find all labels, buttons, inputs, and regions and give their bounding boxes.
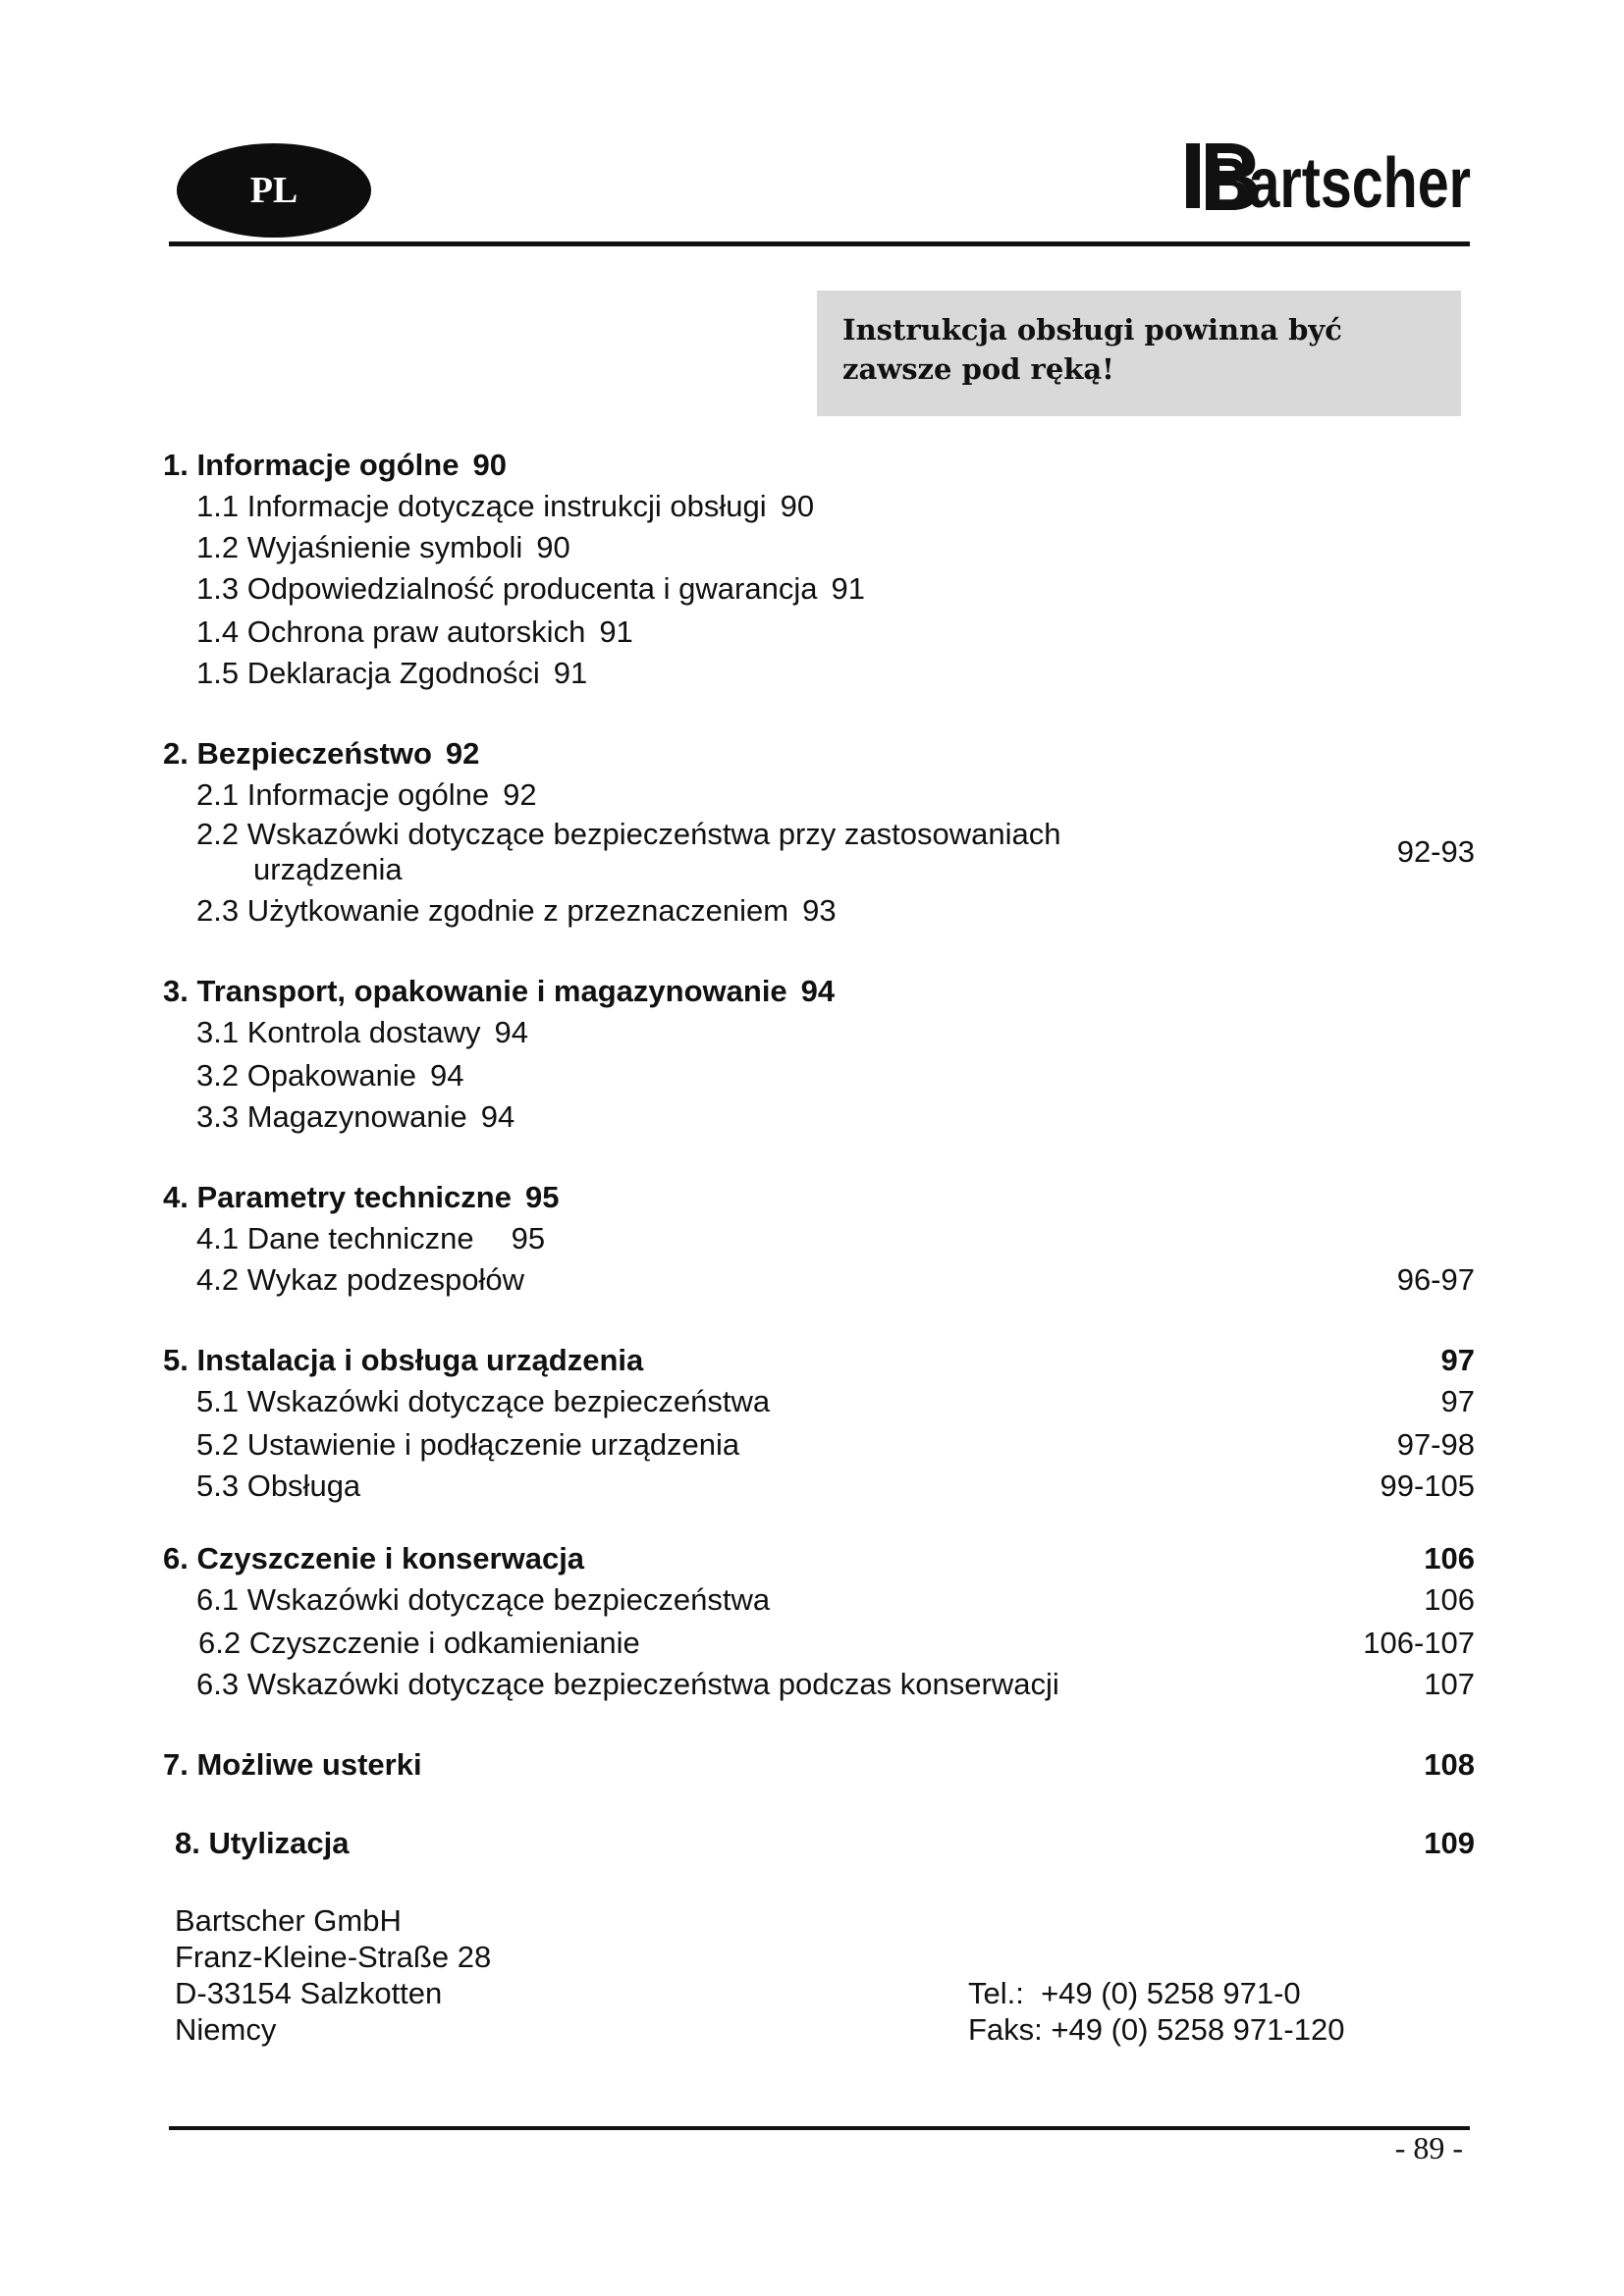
- company-name: Bartscher GmbH: [175, 1903, 402, 1938]
- country-name: Niemcy: [175, 2012, 277, 2047]
- toc-page: 90: [780, 489, 815, 523]
- street-address: Franz-Kleine-Straße 28: [175, 1940, 492, 1974]
- toc-title-line-2: urządzenia: [253, 852, 403, 886]
- toc-title: 8. Utylizacja: [175, 1826, 350, 1860]
- toc-page: 97: [1440, 1384, 1475, 1418]
- toc-page: 107: [1424, 1667, 1475, 1701]
- toc-page: 92: [445, 736, 480, 771]
- toc-item-2-1: [196, 777, 1475, 813]
- page-number: - 89 -: [1394, 2130, 1463, 2165]
- city-address: D-33154 Salzkotten: [175, 1976, 443, 2010]
- toc-page: 94: [480, 1099, 515, 1134]
- toc-section-8: [175, 1826, 1475, 1861]
- toc-page: 91: [831, 571, 865, 606]
- toc-item-5-1: [196, 1384, 1475, 1419]
- toc-page: 106: [1424, 1582, 1475, 1617]
- toc-section-3: [163, 974, 1475, 1009]
- toc-title: 3.1 Kontrola dostawy: [196, 1015, 481, 1049]
- contact-phone: [968, 1975, 1344, 2048]
- toc-title: 2.3 Użytkowanie zgodnie z przeznaczeniem: [196, 893, 789, 928]
- toc-item-2-2: [196, 817, 1475, 887]
- toc-item-1-3: [196, 571, 1475, 607]
- toc-title: 5.1 Wskazówki dotyczące bezpieczeństwa: [196, 1384, 771, 1418]
- toc-item-2-3: [196, 893, 1475, 929]
- toc-page: 108: [1424, 1747, 1475, 1782]
- toc-page: 109: [1424, 1826, 1475, 1860]
- notice-line-1: Instrukcja obsługi powinna być: [842, 313, 1342, 347]
- toc-item-3-2: [196, 1058, 1475, 1094]
- toc-title: 3.2 Opakowanie: [196, 1058, 417, 1093]
- toc-title: 1.5 Deklaracja Zgodności: [196, 656, 540, 690]
- toc-page: 106-107: [1363, 1626, 1475, 1660]
- toc-title: 6.3 Wskazówki dotyczące bezpieczeństwa podczas konserwacji: [196, 1667, 1059, 1701]
- toc-page: 91: [553, 656, 588, 690]
- toc-page: 93: [802, 893, 837, 928]
- language-badge: PL: [177, 143, 371, 238]
- toc-page: 90: [536, 530, 570, 564]
- toc-item-3-1: [196, 1015, 1475, 1050]
- toc-item-5-3: [196, 1468, 1475, 1504]
- toc-page: 92: [503, 777, 537, 812]
- toc-page: 94: [494, 1015, 528, 1049]
- toc-title: 3. Transport, opakowanie i magazynowanie: [163, 974, 787, 1008]
- toc-item-6-3: [196, 1667, 1475, 1702]
- toc-page: 90: [472, 448, 507, 482]
- toc-title: 6.2 Czyszczenie i odkamienianie: [198, 1626, 640, 1660]
- toc-page: 95: [524, 1180, 560, 1214]
- toc-item-4-1: [196, 1221, 1475, 1256]
- toc-title-line-1: 2.2 Wskazówki dotyczące bezpieczeństwa przy zastosowaniach: [196, 817, 1061, 851]
- toc-item-5-2: [196, 1427, 1475, 1463]
- toc-page: 97-98: [1396, 1427, 1475, 1462]
- toc-section-6: [163, 1541, 1475, 1576]
- toc-section-2: [163, 736, 1475, 772]
- toc-page: 94: [430, 1058, 464, 1093]
- footer-rule: [169, 2126, 1470, 2130]
- toc-title: 2. Bezpieczeństwo: [163, 736, 432, 771]
- logo-text: Bartscher: [1208, 144, 1471, 223]
- toc-title: 4.2 Wykaz podzespołów: [196, 1262, 525, 1297]
- toc-title: 1. Informacje ogólne: [163, 448, 460, 482]
- toc-item-3-3: [196, 1099, 1475, 1135]
- toc-title: 1.2 Wyjaśnienie symboli: [196, 530, 523, 564]
- contact-address: [175, 1902, 491, 2048]
- toc-page: 92-93: [1396, 834, 1475, 869]
- toc-title: 3.3 Magazynowanie: [196, 1099, 467, 1134]
- toc-title: 6. Czyszczenie i konserwacja: [163, 1541, 585, 1575]
- notice-line-2: zawsze pod ręką!: [842, 352, 1114, 386]
- telephone-number: Tel.: +49 (0) 5258 971-0: [968, 1976, 1301, 2010]
- toc-item-6-2: [196, 1626, 1475, 1661]
- toc-item-1-1: [196, 489, 1475, 524]
- fax-number: Faks: +49 (0) 5258 971-120: [968, 2012, 1345, 2047]
- toc-title: 1.1 Informacje dotyczące instrukcji obsługi: [196, 489, 767, 523]
- toc-page: 106: [1424, 1541, 1475, 1575]
- toc-item-1-5: [196, 656, 1475, 691]
- toc-title: 4. Parametry techniczne: [163, 1180, 512, 1214]
- toc-section-4: [163, 1180, 1475, 1215]
- toc-section-7: [163, 1747, 1475, 1783]
- toc-item-6-1: [196, 1582, 1475, 1618]
- toc-item-1-2: [196, 530, 1475, 565]
- toc-page: 94: [800, 974, 836, 1008]
- toc-title: 4.1 Dane techniczne: [196, 1221, 474, 1255]
- toc-title: 5. Instalacja i obsługa urządzenia: [163, 1343, 644, 1377]
- toc-page: 97: [1440, 1343, 1475, 1377]
- toc-title: 5.3 Obsługa: [196, 1468, 361, 1503]
- toc-section-1: [163, 448, 1475, 483]
- toc-title: 6.1 Wskazówki dotyczące bezpieczeństwa: [196, 1582, 771, 1617]
- toc-page: 99-105: [1380, 1468, 1475, 1503]
- toc-item-4-2: [196, 1262, 1475, 1298]
- toc-page: 96-97: [1396, 1262, 1475, 1297]
- toc-section-5: [163, 1343, 1475, 1378]
- toc-item-1-4: [196, 614, 1475, 650]
- toc-title: 7. Możliwe usterki: [163, 1747, 422, 1782]
- toc-title: 5.2 Ustawienie i podłączenie urządzenia: [196, 1427, 740, 1462]
- toc-title: 1.4 Ochrona praw autorskich: [196, 614, 586, 649]
- toc-title: 2.1 Informacje ogólne: [196, 777, 490, 812]
- toc-page: 95: [511, 1221, 546, 1255]
- toc-page: 91: [599, 614, 633, 649]
- toc-title: 1.3 Odpowiedzialność producenta i gwarancja: [196, 571, 818, 606]
